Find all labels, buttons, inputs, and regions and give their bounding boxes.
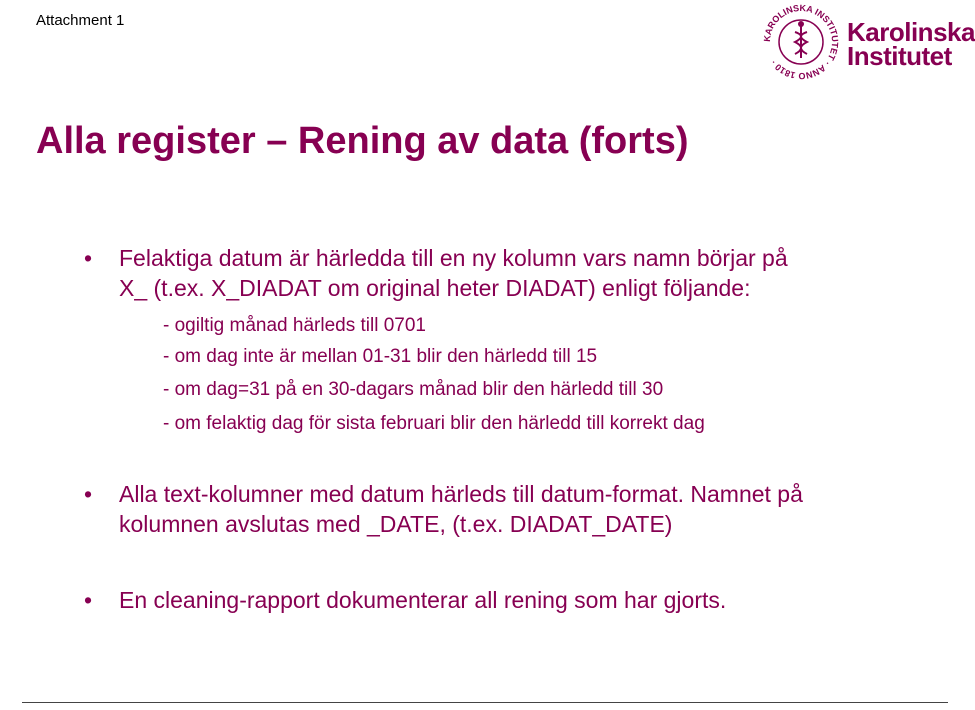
slide-title: Alla register – Rening av data (forts) [36, 120, 689, 162]
bullet-2-line-1: Alla text-kolumner med datum härleds till datum-format. Namnet på [119, 481, 803, 507]
seal-icon [755, 2, 847, 82]
bullet-1-line-2: X_ (t.ex. X_DIADAT om original heter DIADAT) enligt följande: [119, 275, 751, 301]
footer-divider [22, 702, 948, 703]
logo-line-2: Institutet [847, 41, 952, 71]
bullet-glyph: • [84, 245, 93, 271]
bullet-glyph: • [84, 587, 93, 613]
bullet-3-line-1: En cleaning-rapport dokumenterar all rening som har gjorts. [119, 587, 727, 613]
sub-item-1: - ogiltig månad härleds till 0701 [163, 315, 426, 336]
attachment-label: Attachment 1 [36, 12, 125, 29]
sub-item-2: - om dag inte är mellan 01-31 blir den härledd till 15 [163, 346, 598, 367]
bullet-glyph: • [84, 481, 93, 507]
karolinska-logo [755, 2, 975, 82]
seal-text: KAROLINSKA INSTITUTET · ANNO 1810 · [761, 2, 841, 82]
sub-item-3: - om dag=31 på en 30-dagars månad blir den härledd till 30 [163, 379, 664, 400]
sub-item-4: - om felaktig dag för sista februari blir den härledd till korrekt dag [163, 413, 705, 434]
bullet-2-line-2: kolumnen avslutas med _DATE, (t.ex. DIADAT_DATE) [119, 511, 673, 537]
bullet-1-line-1: Felaktiga datum är härledda till en ny kolumn vars namn börjar på [119, 245, 788, 271]
logo-line-1: Karolinska [847, 17, 975, 47]
